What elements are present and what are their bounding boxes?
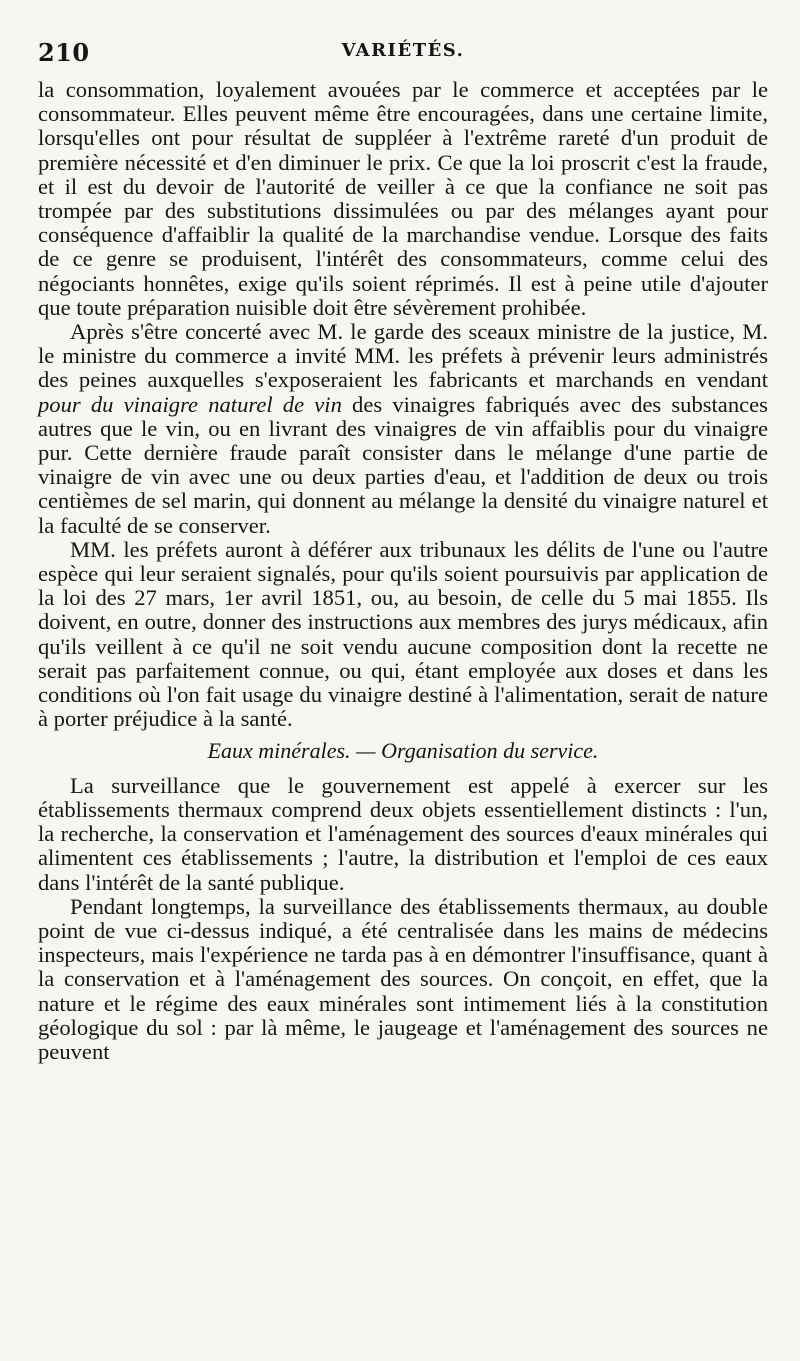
- text-run: La surveillance que le gouvernement est appelé à exercer sur les établissements thermaux comprend deux objets essentiellement distincts : l'un, la recherche, la conservation et l'aménagement des sources d'eaux minérales qui alimentent ces établissements ; l'autre, la distribution et l'emploi de ces eaux dans l'intérêt de la santé publique.: [38, 772, 768, 895]
- running-title: VARIÉTÉS.: [341, 40, 465, 61]
- text-run: MM. les préfets auront à déférer aux tribunaux les délits de l'une ou l'autre espèce qui leur seraient signalés, pour qu'ils soient poursuivis par application de la loi des 27 mars, 1er avril 1851, ou, au besoin, de celle du 5 mai 1855. Ils doivent, en outre, donner des instructions aux membres des jurys médicaux, afin qu'ils veillent à ce qu'il ne soit vendu aucune composition dont la recette ne serait pas parfaitement connue, ou qui, étant employée aux doses et dans les conditions où l'on fait usage du vinaigre destiné à l'alimentation, serait de nature à porter préjudice à la santé.: [38, 536, 768, 732]
- page-number: 210: [38, 38, 90, 67]
- text-run: Pendant longtemps, la surveillance des établissements thermaux, au double point de vue ci-dessus indiqué, a été centralisée dans les mains de médecins inspecteurs, mais l'expérience ne tarda pas à en démontrer l'insuffisance, quant à la conservation et à l'aménagement des sources. On conçoit, en effet, que la nature et le régime des eaux minérales sont intimement liés à la constitution géologique du sol : par là même, le jaugeage et l'aménagement des sources ne peuvent: [38, 893, 768, 1064]
- section-heading: Eaux minérales. — Organisation du service.: [207, 738, 599, 764]
- paragraph: [38, 538, 768, 732]
- paragraph: [38, 895, 768, 1064]
- italic-phrase: pour du vinaigre naturel de vin: [38, 391, 342, 417]
- text-run: la consommation, loyalement avouées par le commerce et acceptées par le consommateur. Elles peuvent même être encouragées, dans une certaine limite, lorsqu'elles ont pour résultat de suppléer à l'extrême rareté d'un produit de première nécessité et d'en diminuer le prix. Ce que la loi proscrit c'est la fraude, et il est du devoir de l'autorité de veiller à ce que la confiance ne soit pas trompée par des substitutions dissimulées ou par des mélanges ayant pour conséquence d'affaiblir la qualité de la marchandise vendue. Lorsque des faits de ce genre se produisent, l'intérêt des consommateurs, comme celui des négociants honnêtes, exige qu'ils soient réprimés. Il est à peine utile d'ajouter que toute préparation nuisible doit être sévèrement prohibée.: [38, 77, 768, 320]
- paragraphs-before-heading: [38, 78, 768, 731]
- paragraphs-after-heading: [38, 774, 768, 1064]
- body-text: [38, 78, 768, 1064]
- text-run: Après s'être concerté avec M. le garde des sceaux ministre de la justice, M. le ministre du commerce a invité MM. les préfets à prévenir leurs administrés des peines auxquelles s'exposeraient les fabricants et marchands en vendant: [38, 319, 768, 393]
- paragraph: [38, 774, 768, 895]
- paragraph: [38, 320, 768, 538]
- page-header: [38, 30, 768, 70]
- text-run: des vinaigres fabriqués avec des substances autres que le vin, ou en livrant des vinaigres de vin affaiblis pour du vinaigre pur. Cette dernière fraude paraît consister dans le mélange d'une partie de vinaigre de vin avec une ou deux parties d'eau, et l'addition de deux ou trois centièmes de sel marin, qui donnent au mélange la densité du vinaigre naturel et la faculté de se conserver.: [38, 391, 768, 538]
- paragraph: [38, 78, 768, 320]
